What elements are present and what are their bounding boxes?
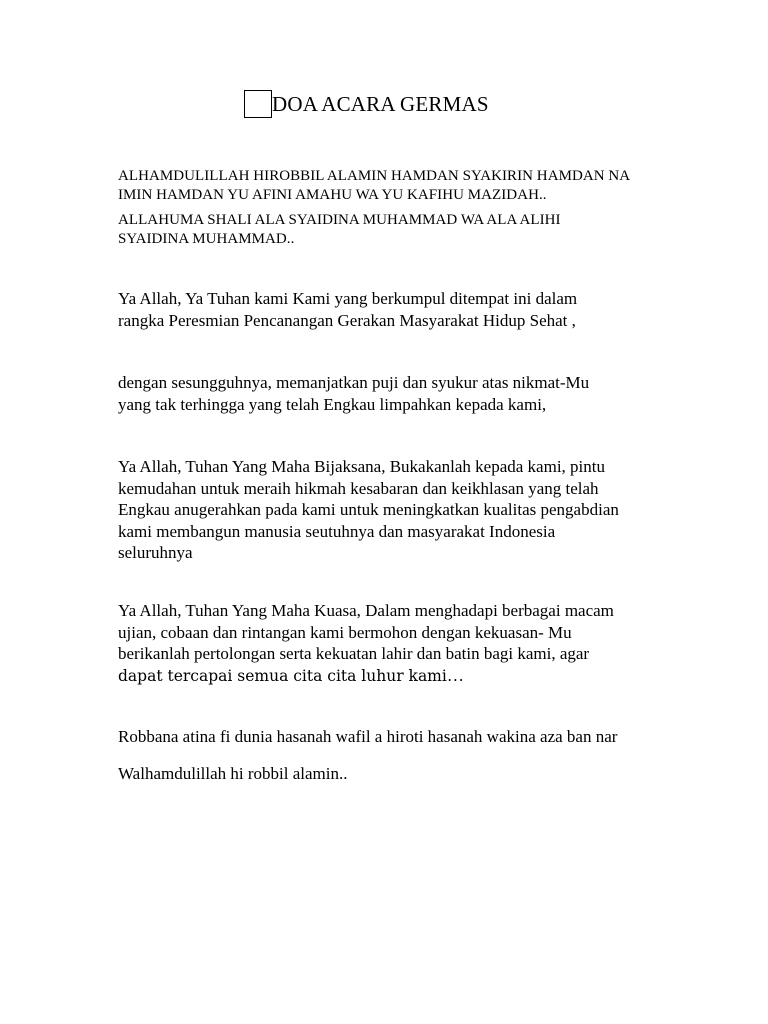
shalawat-paragraph	[118, 211, 678, 249]
image-placeholder	[244, 90, 272, 118]
text-line: Ya Allah, Tuhan Yang Maha Bijaksana, Bukakanlah kepada kami, pintu	[118, 457, 605, 476]
text-line: Engkau anugerahkan pada kami untuk meningkatkan kualitas pengabdian	[118, 500, 619, 519]
text-line: yang tak terhingga yang telah Engkau limpahkan kepada kami,	[118, 394, 547, 414]
text-line: Walhamdulillah hi robbil alamin..	[118, 764, 348, 783]
text-line: berikanlah pertolongan serta kekuatan lahir dan batin bagi kami, agar	[118, 644, 590, 663]
prayer-paragraph-3	[118, 456, 678, 564]
text-line: Ya Allah, Ya Tuhan kami Kami yang berkumpul ditempat ini dalam	[118, 289, 578, 308]
prayer-paragraph-4	[118, 600, 678, 687]
text-line-final	[118, 665, 678, 688]
text-line: rangka Peresmian Pencanangan Gerakan Masyarakat Hidup Sehat ,	[118, 310, 576, 330]
prayer-paragraph-2	[118, 372, 678, 415]
title-row	[244, 89, 489, 119]
text-line: ALLAHUMA SHALI ALA SYAIDINA MUHAMMAD WA ALA ALIHI	[118, 212, 561, 228]
text-line: Robbana atina fi dunia hasanah wafil a hiroti hasanah wakina aza ban nar	[118, 727, 618, 746]
closing-line	[118, 763, 678, 785]
text-line: SYAIDINA MUHAMMAD..	[118, 231, 295, 247]
text-line: kemudahan untuk meraih hikmah kesabaran dan keikhlasan yang telah	[118, 478, 599, 498]
text-line: ujian, cobaan dan rintangan kami bermohon dengan kekuasan- Mu	[118, 622, 572, 642]
text-line: IMIN HAMDAN YU AFINI AMAHU WA YU KAFIHU MAZIDAH..	[118, 187, 547, 203]
highlighted-text: dapat tercapai semua cita cita luhur kami	[118, 666, 447, 685]
text-line: kami membangun manusia seutuhnya dan masyarakat Indonesia	[118, 521, 556, 541]
text-line: Ya Allah, Tuhan Yang Maha Kuasa, Dalam menghadapi berbagai macam	[118, 601, 614, 620]
text-line: ALHAMDULILLAH HIROBBIL ALAMIN HAMDAN SYAKIRIN HAMDAN NA	[118, 168, 631, 184]
hamdalah-paragraph	[118, 167, 678, 205]
closing-prayer	[118, 726, 678, 748]
page-title: DOA ACARA GERMAS	[272, 92, 489, 116]
text-line: seluruhnya	[118, 543, 193, 562]
ellipsis: …	[446, 665, 464, 685]
prayer-paragraph-1	[118, 288, 678, 331]
text-line: dengan sesungguhnya, memanjatkan puji dan syukur atas nikmat-Mu	[118, 373, 590, 392]
